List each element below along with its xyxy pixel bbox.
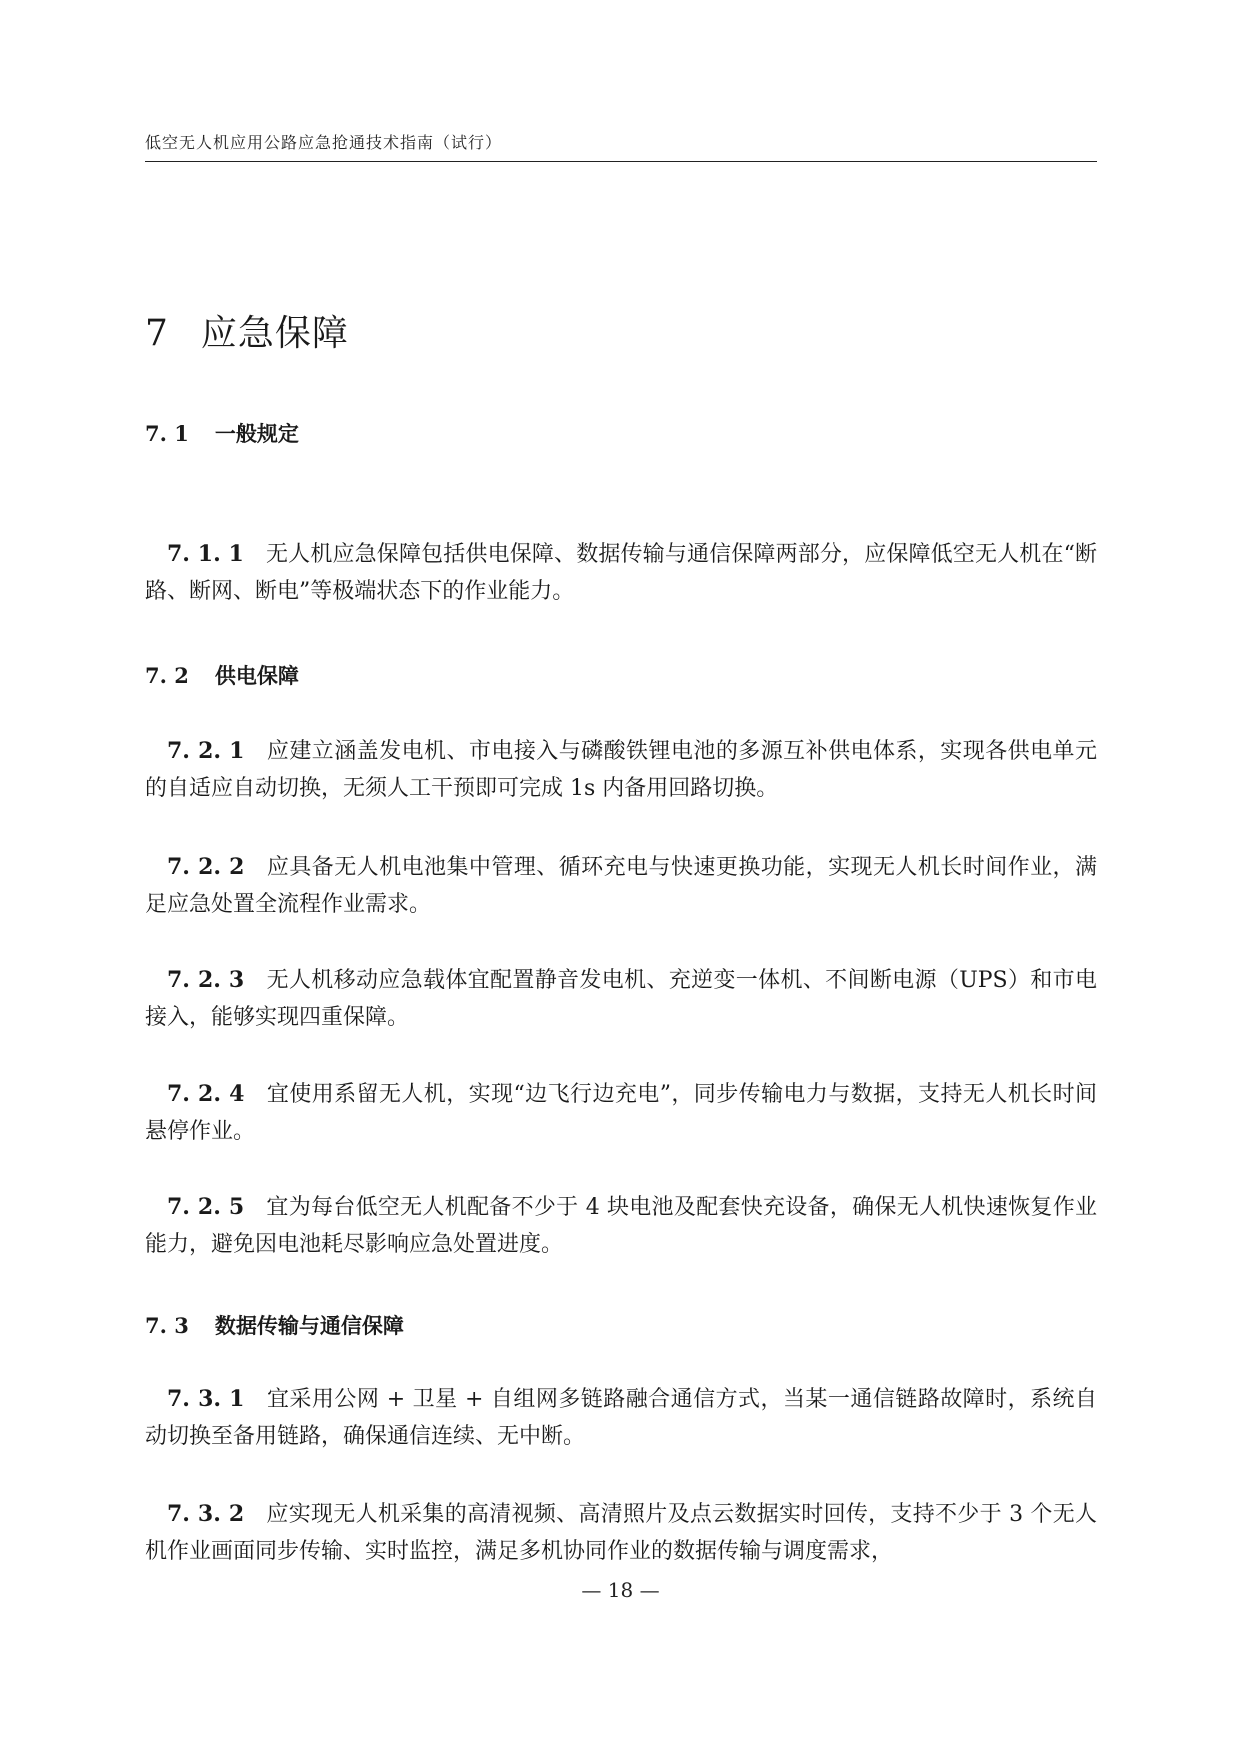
header-rule	[145, 161, 1097, 162]
chapter-title-text: 应急保障	[200, 313, 349, 354]
clause-text: 应具备无人机电池集中管理、循环充电与快速更换功能，实现无人机长时间作业，满足应急处置全流程作业需求。	[145, 855, 1097, 917]
page-number: — 18 —	[581, 1578, 660, 1602]
clause-7-3-1	[145, 1381, 1097, 1455]
clause-text: 无人机应急保障包括供电保障、数据传输与通信保障两部分，应保障低空无人机在“断路、断网、断电”等极端状态下的作业能力。	[145, 542, 1098, 604]
clause-number: 7. 2. 3	[167, 967, 245, 993]
section-title: 数据传输与通信保障	[214, 1314, 404, 1338]
section-number: 7. 3	[145, 1313, 189, 1338]
section-title: 供电保障	[214, 664, 299, 688]
section-number: 7. 2	[145, 663, 189, 688]
clause-7-2-1	[145, 733, 1097, 807]
clause-number: 7. 1. 1	[167, 541, 244, 567]
clause-7-1-1	[145, 536, 1097, 610]
section-title: 一般规定	[214, 422, 299, 446]
chapter-title	[145, 305, 349, 356]
clause-7-3-2	[145, 1496, 1097, 1570]
clause-text: 应实现无人机采集的高清视频、高清照片及点云数据实时回传，支持不少于 3 个无人机作业画面同步传输、实时监控，满足多机协同作业的数据传输与调度需求，	[145, 1502, 1097, 1564]
clause-text: 宜采用公网 + 卫星 + 自组网多链路融合通信方式，当某一通信链路故障时，系统自动切换至备用链路，确保通信连续、无中断。	[145, 1387, 1098, 1449]
running-header: 低空无人机应用公路应急抢通技术指南（试行）	[145, 133, 503, 152]
section-number: 7. 1	[145, 421, 189, 446]
clause-7-2-3	[145, 962, 1097, 1036]
clause-number: 7. 2. 2	[167, 854, 245, 880]
clause-text: 宜使用系留无人机，实现“边飞行边充电”，同步传输电力与数据，支持无人机长时间悬停作业。	[145, 1082, 1098, 1144]
clause-number: 7. 2. 4	[167, 1081, 245, 1107]
clause-7-2-5	[145, 1189, 1097, 1263]
clause-number: 7. 3. 1	[167, 1386, 245, 1412]
clause-number: 7. 2. 5	[167, 1194, 245, 1220]
chapter-number: 7	[145, 313, 169, 354]
clause-number: 7. 3. 2	[167, 1501, 245, 1527]
clause-text: 宜为每台低空无人机配备不少于 4 块电池及配套快充设备，确保无人机快速恢复作业能力，避免因电池耗尽影响应急处置进度。	[145, 1195, 1097, 1257]
section-heading-7-2	[145, 660, 299, 690]
clause-text: 无人机移动应急载体宜配置静音发电机、充逆变一体机、不间断电源（UPS）和市电接入，能够实现四重保障。	[145, 968, 1097, 1030]
section-heading-7-1	[145, 418, 299, 448]
section-heading-7-3	[145, 1310, 404, 1340]
clause-7-2-4	[145, 1076, 1097, 1150]
clause-number: 7. 2. 1	[167, 738, 245, 764]
clause-text: 应建立涵盖发电机、市电接入与磷酸铁锂电池的多源互补供电体系，实现各供电单元的自适应自动切换，无须人工干预即可完成 1s 内备用回路切换。	[145, 739, 1097, 801]
clause-7-2-2	[145, 849, 1097, 923]
